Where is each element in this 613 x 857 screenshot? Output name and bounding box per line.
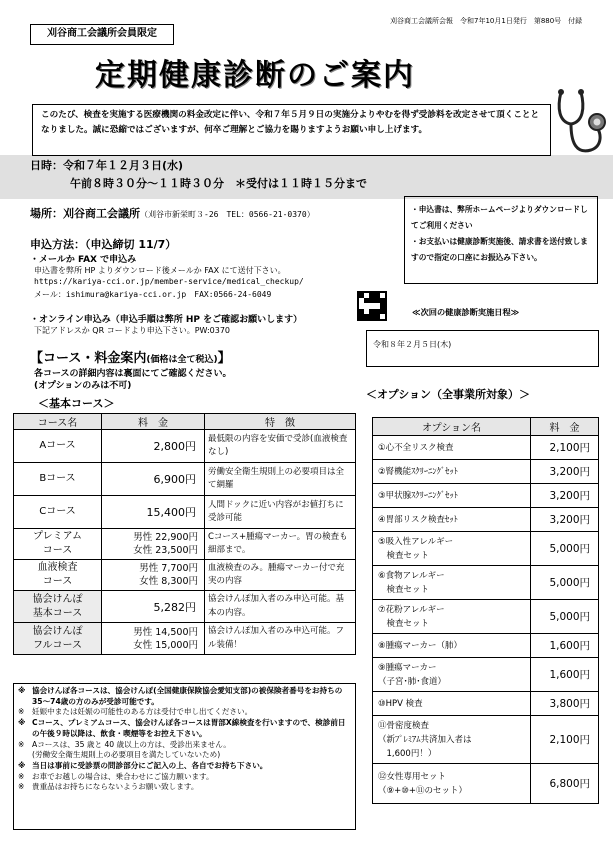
footnote-item [18,707,351,718]
qr-code[interactable] [357,291,387,321]
footnote-text: 協会けんぽ各コースは、協会けんぽ(全国健康保険協会愛知支部)の被保険者番号をお持ちの35～74歳の方のみが受診可能です。 [32,686,343,706]
option-price: 5,000円 [531,532,599,566]
option-row [373,436,599,460]
option-name: ⑫女性専用セット （⑨+⑩+⑪のセット） [373,764,531,804]
course-row [14,591,356,623]
option-price: 2,100円 [531,436,599,460]
option-price: 3,200円 [531,508,599,532]
course-price [102,560,205,591]
course-price [102,623,205,655]
footnote-mark [18,750,32,761]
option-price: 3,200円 [531,460,599,484]
footnote-item [18,782,351,793]
footnote-item [18,686,351,707]
course-feature: 協会けんぽ加入者のみ申込可能。基本の内容。 [205,591,356,623]
option-heading: ＜オプション（全事業所対象）＞ [366,388,531,401]
footnote-mark: ※ [18,782,25,792]
option-row [373,634,599,658]
option-name: ⑦花粉アレルギー 検査セット [373,600,531,634]
option-row [373,508,599,532]
course-name: Cコース [14,496,102,529]
course-price: 6,900円 [102,463,205,496]
option-name: ①心不全リスク検査 [373,436,531,460]
venue-label: 場所：刈谷商工会議所 [30,207,140,220]
option-name: ②腎機能ｽｸﾘｰﾆﾝｸﾞｾｯﾄ [373,460,531,484]
course-feature: 協会けんぽ加入者のみ申込可能。フル装備！ [205,623,356,655]
option-col-name: オプション名 [373,418,531,436]
course-col-price: 料 金 [102,414,205,430]
course-feature: 人間ドックに近い内容がお値打ちに受診可能 [205,496,356,529]
course-col-feature: 特 徴 [205,414,356,430]
schedule-time: 午前８時３０分～１１時３０分 ＊受付は１１時１５分まで [70,177,367,190]
footnote-text: (労働安全衛生規則上の必要項目を満たしていないため) [32,750,221,760]
apply-mail-desc: 申込書を弊所 HP よりダウンロード後メールか FAX にて送付下さい。 [34,266,286,275]
course-heading [30,347,231,366]
footnote-mark: ※ [18,718,26,728]
option-name: ⑪骨密度検査 （新ﾌﾟﾚﾐｱﾑ共済加入者は 1,600円！） [373,716,531,764]
course-price: 5,282円 [102,591,205,623]
course-table [13,413,356,655]
apply-mail-heading: ・メールか FAX で申込み [30,255,137,265]
option-row [373,716,599,764]
course-price-female: 女性 15,000円 [133,639,198,651]
course-price [102,529,205,560]
course-price: 15,400円 [102,496,205,529]
course-note-option: (オプションのみは不可) [34,381,132,391]
option-price: 1,600円 [531,658,599,692]
course-feature: 労働安全衛生規則上の必要項目は全て網羅 [205,463,356,496]
option-row [373,600,599,634]
course-price-female: 女性 23,500円 [133,545,198,556]
schedule-date: 日時：令和７年１２月３日(水) [30,159,184,172]
course-row [14,496,356,529]
payment-notice [404,196,598,284]
course-row [14,623,356,655]
course-name: 血液検査 コース [14,560,102,591]
footnote-item [18,761,351,772]
course-feature: 血液検査のみ。腫瘍マーカー付で充実の内容 [205,560,356,591]
footnote-item [18,772,351,783]
footnote-text: お車でお越しの場合は、乗合わせにご協力願います。 [32,771,214,781]
footnote-item [18,740,351,751]
option-price: 2,100円 [531,716,599,764]
footnote-mark: ※ [18,739,25,749]
course-name: 協会けんぽ 基本コース [14,591,102,623]
footnote-text: Cコース、プレミアムコース、協会けんぽ各コースは胃部X線検査を行いますので、検診前日の午後９時以降は、飲食・喫煙等をお控え下さい。 [32,718,346,738]
option-row [373,658,599,692]
member-badge: 刈谷商工会議所会員限定 [30,24,174,45]
apply-heading: 申込方法：（申込締切 11/7） [30,238,177,251]
apply-contact: メール：ishimura@kariya-cci.or.jp FAX:0566-24-6049 [34,290,272,299]
venue-detail: （刈谷市新栄町３-26 TEL：0566-21-0370） [140,210,315,219]
course-price-male: 男性 7,700円 [139,563,198,574]
option-price: 5,000円 [531,566,599,600]
course-col-name: コース名 [14,414,102,430]
basic-course-heading: ＜基本コース＞ [38,397,115,410]
option-price: 5,000円 [531,600,599,634]
option-price: 1,600円 [531,634,599,658]
online-apply-desc: 下記アドレスか QR コードより申込下さい。PW:0370 [34,326,231,335]
option-row [373,460,599,484]
course-row [14,560,356,591]
footnote-text: 当日は事前に受診票の問診部分にご記入の上、各自でお持ち下さい。 [32,760,268,770]
course-name: Aコース [14,430,102,463]
course-row [14,529,356,560]
footnote-text: 妊娠中または妊娠の可能性のある方は受付で申し出てください。 [32,707,253,717]
option-name: ③甲状腺ｽｸﾘｰﾆﾝｸﾞｾｯﾄ [373,484,531,508]
header-meta: 刈谷商工会議所会報 令和7年10月1日発行 第880号 付録 [390,17,583,25]
option-price: 3,800円 [531,692,599,716]
option-price: 6,800円 [531,764,599,804]
option-name: ④胃部リスク検査ｾｯﾄ [373,508,531,532]
course-heading-text: 【コース・料金案内 [30,351,147,366]
option-row [373,692,599,716]
option-name: ⑨腫瘍マーカー （子宮･肺･食道） [373,658,531,692]
course-price-male: 男性 14,500円 [133,626,198,638]
online-apply-heading: ・オンライン申込み（申込手順は弊所 HP をご確認お願いします） [30,315,303,325]
course-name: プレミアム コース [14,529,102,560]
footnote-text: 貴重品はお持ちにならないようお願い致します。 [32,782,199,792]
footnote-mark: ※ [18,686,26,695]
footnotes [13,683,356,830]
option-col-price: 料 金 [531,418,599,436]
footnote-text: Aコースは、35 歳と 40 歳以上の方は、受診出来ません。 [32,739,231,749]
course-feature: Cコース+腫瘍マーカー。胃の検査も細部まで。 [205,529,356,560]
course-feature: 最低限の内容を安価で受診(血液検査なし) [205,430,356,463]
course-heading-end: 】 [217,351,231,366]
course-name: 協会けんぽ フルコース [14,623,102,655]
option-name: ⑥食物アレルギー 検査セット [373,566,531,600]
page-title: 定期健康診断のご案内 [95,58,415,93]
footnote-item [18,718,351,739]
course-price-male: 男性 22,900円 [133,532,198,543]
next-schedule-label: ≪次回の健康診断実施日程≫ [412,307,520,317]
course-price: 2,800円 [102,430,205,463]
stethoscope-icon [553,88,611,163]
footnote-mark: ※ [18,771,25,781]
course-price-female: 女性 8,300円 [139,576,198,587]
option-row [373,484,599,508]
course-heading-small: (価格は全て税込) [146,355,218,365]
apply-url-link[interactable]: https://kariya-cci.or.jp/member-service/medical_checkup/ [34,277,304,286]
footnote-mark: ※ [18,760,26,770]
option-row [373,566,599,600]
course-name: Bコース [14,463,102,496]
option-name: ⑩HPV 検査 [373,692,531,716]
next-schedule-date: 令和８年２月５日(木) [366,330,599,367]
course-row [14,463,356,496]
option-row [373,764,599,804]
option-row [373,532,599,566]
footnote-mark: ※ [18,707,25,717]
option-name: ⑤吸入性アレルギー 検査セット [373,532,531,566]
intro-notice: このたび、検査を実施する医療機関の料金改定に伴い、令和７年５月９日の実施分よりやむを得ず受診料を改定させて頂くこととなりました。誠に恐縮ではございますが、何卒ご理解とご協力を賜りますようお願い申し上げます。 [32,104,551,156]
option-name: ⑧腫瘍マーカー（肺） [373,634,531,658]
course-row [14,430,356,463]
option-table [372,417,599,804]
footnote-item [18,750,351,761]
venue [30,205,315,221]
notice-line-2: ・お支払いは健康診断実施後、請求書を送付致しますので指定の口座にお振込み下さい。 [411,237,588,262]
notice-line-1: ・申込書は、弊所ホームページよりダウンロードしてご利用ください [411,205,588,230]
option-price: 3,200円 [531,484,599,508]
course-note: 各コースの詳細内容は裏面にてご確認ください。 [34,369,232,379]
